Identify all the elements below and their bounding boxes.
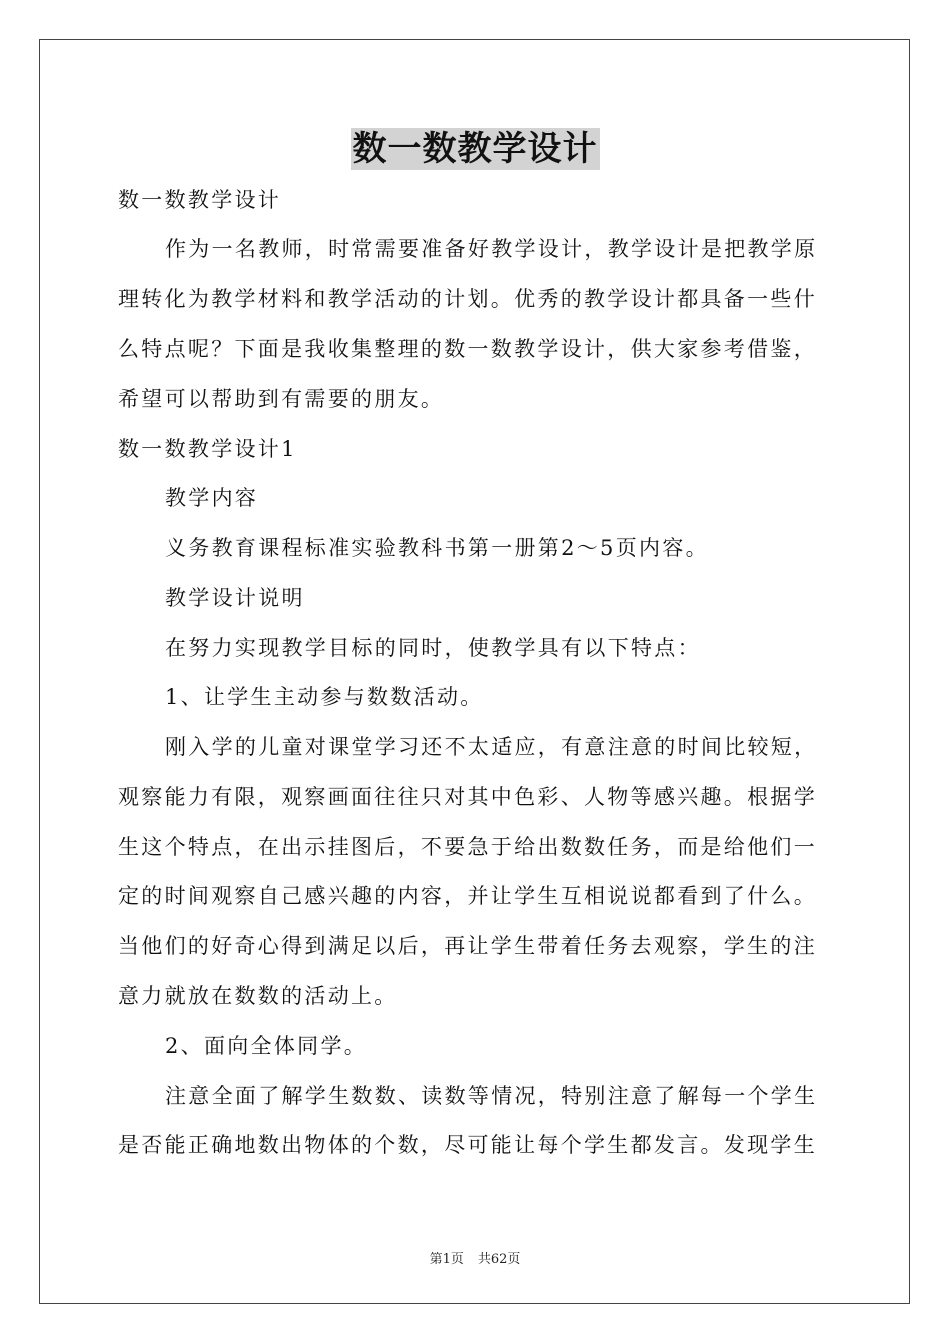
section-heading: 数一数教学设计1 — [118, 437, 297, 461]
paragraph-line: 作为一名教师，时常需要准备好教学设计，教学设计是把教学原 — [165, 237, 818, 261]
document-title-wrap — [0, 128, 950, 170]
paragraph-line: 在努力实现教学目标的同时，使教学具有以下特点： — [165, 636, 701, 660]
page-footer — [0, 1248, 950, 1267]
subheading-line: 教学设计说明 — [165, 586, 305, 610]
paragraph-line: 当他们的好奇心得到满足以后，再让学生带着任务去观察，学生的注 — [118, 934, 817, 958]
paragraph-line: 定的时间观察自己感兴趣的内容，并让学生互相说说都看到了什么。 — [118, 884, 817, 908]
document-title: 数一数教学设计 — [352, 129, 598, 169]
list-item-line: 2、面向全体同学。 — [165, 1034, 368, 1058]
subheading-line: 教学内容 — [165, 486, 259, 510]
list-item-line: 1、让学生主动参与数数活动。 — [165, 685, 484, 709]
paragraph-line: 希望可以帮助到有需要的朋友。 — [118, 387, 445, 411]
paragraph-line: 义务教育课程标准实验教科书第一册第2～5页内容。 — [165, 536, 709, 560]
paragraph-line: 观察能力有限，观察画面往往只对其中色彩、人物等感兴趣。根据学 — [118, 785, 817, 809]
paragraph-line: 生这个特点，在出示挂图后，不要急于给出数数任务，而是给他们一 — [118, 835, 817, 859]
subtitle-line: 数一数教学设计 — [118, 188, 282, 212]
paragraph-line: 意力就放在数数的活动上。 — [118, 984, 398, 1008]
page-total: 共62页 — [477, 1252, 521, 1267]
page-border — [39, 39, 910, 1304]
paragraph-line: 理转化为教学材料和教学活动的计划。优秀的教学设计都具备一些什 — [118, 287, 817, 311]
page-number: 第1页 — [429, 1252, 464, 1267]
paragraph-line: 注意全面了解学生数数、读数等情况，特别注意了解每一个学生 — [165, 1084, 818, 1108]
paragraph-line: 是否能正确地数出物体的个数，尽可能让每个学生都发言。发现学生 — [118, 1133, 817, 1157]
paragraph-line: 刚入学的儿童对课堂学习还不太适应，有意注意的时间比较短， — [165, 735, 818, 759]
paragraph-line: 么特点呢？下面是我收集整理的数一数教学设计，供大家参考借鉴， — [118, 337, 817, 361]
